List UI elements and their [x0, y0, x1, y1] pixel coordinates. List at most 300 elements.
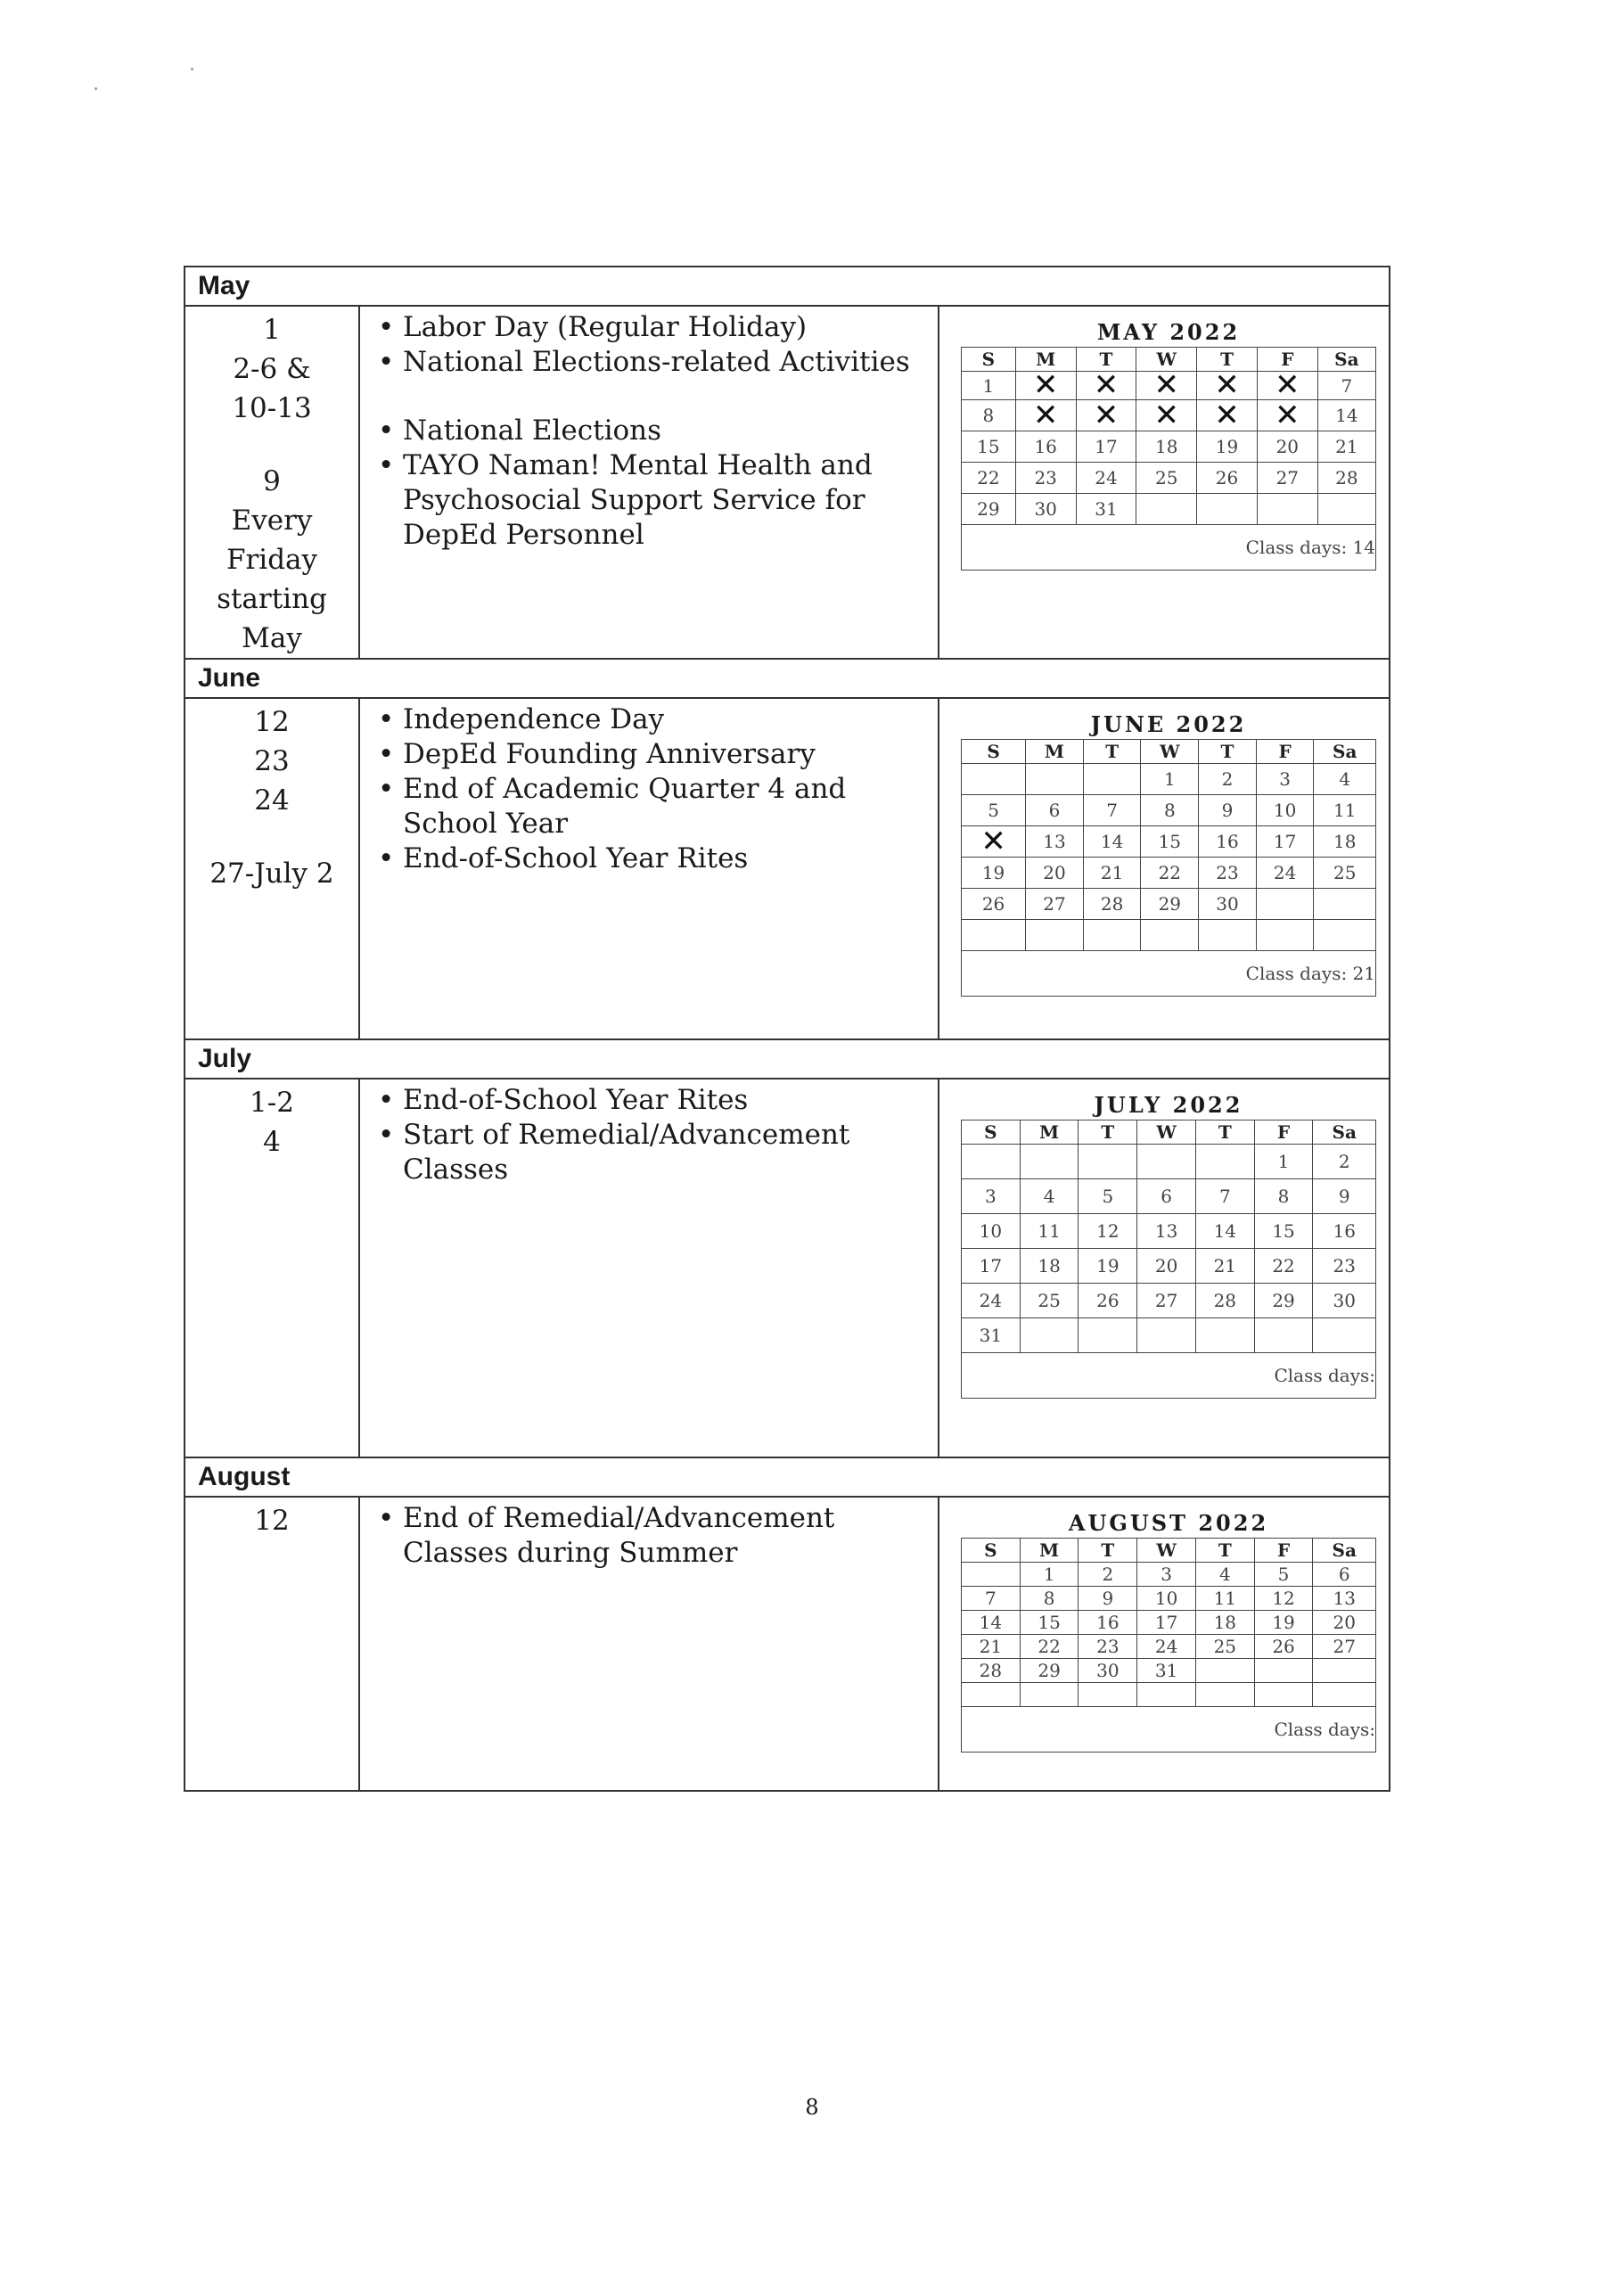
dates-cell — [185, 306, 359, 659]
dates-cell — [185, 1079, 359, 1457]
cross-mark-icon: ✕ — [980, 823, 1006, 859]
calendar-week-row — [962, 400, 1376, 431]
mini-calendar-cell — [939, 1497, 1390, 1791]
calendar-week-row — [962, 826, 1376, 858]
calendar-day: 19 — [962, 858, 1026, 889]
calendar-day — [1137, 1683, 1196, 1707]
calendar-day — [1195, 1659, 1254, 1683]
calendar-week-row — [962, 372, 1376, 400]
calendar-day — [1197, 494, 1258, 525]
calendar-day: 26 — [1197, 463, 1258, 494]
activity-item: • TAYO Naman! Mental Health and Psychosocial Support Service for DepEd Personnel — [371, 448, 929, 553]
cross-mark-icon: ✕ — [1214, 397, 1240, 433]
calendar-day: 28 — [1083, 889, 1141, 920]
month-header-row — [185, 659, 1390, 698]
class-days-count: Class days: 14 — [962, 525, 1376, 570]
weekday-header: S — [962, 1539, 1021, 1563]
activity-item: • National Elections — [371, 414, 929, 448]
calendar-day: 30 — [1015, 494, 1076, 525]
calendar-day: 13 — [1026, 826, 1084, 858]
calendar-day: 26 — [1254, 1635, 1313, 1659]
calendar-day: 1 — [962, 372, 1016, 400]
weekday-header: T — [1083, 740, 1141, 764]
activities-cell — [359, 306, 939, 659]
calendar-day — [1083, 764, 1141, 795]
calendar-day — [1313, 1683, 1376, 1707]
no-class-day-cross — [1197, 367, 1258, 403]
calendar-week-row — [962, 463, 1376, 494]
calendar-day: 27 — [1257, 463, 1317, 494]
dates-cell — [185, 1497, 359, 1791]
calendar-day — [1195, 1145, 1254, 1179]
weekday-header: W — [1136, 348, 1197, 372]
calendar-title: JULY 2022 — [1094, 1092, 1243, 1118]
calendar-day — [1254, 1659, 1313, 1683]
calendar-day: 31 — [962, 1318, 1021, 1353]
class-days-row — [962, 525, 1376, 570]
date-line: 10-13 — [232, 392, 312, 424]
calendar-day — [1079, 1683, 1137, 1707]
date-line — [185, 820, 358, 854]
weekday-header: T — [1079, 1120, 1137, 1145]
calendar-day: 24 — [1256, 858, 1314, 889]
date-line: 23 — [254, 745, 290, 777]
activity-item: • National Elections-related Activities — [371, 345, 929, 380]
month-header-row — [185, 267, 1390, 306]
calendar-day — [1136, 494, 1197, 525]
calendar-day: 26 — [1079, 1284, 1137, 1318]
calendar-day: 10 — [1256, 795, 1314, 826]
date-line: 2-6 & — [233, 353, 311, 385]
calendar-day: 17 — [1076, 431, 1136, 463]
calendar-title: AUGUST 2022 — [1068, 1510, 1269, 1536]
cross-mark-icon: ✕ — [1153, 397, 1179, 433]
activities-cell — [359, 698, 939, 1039]
calendar-week-row — [962, 431, 1376, 463]
calendar-day — [1020, 1683, 1079, 1707]
calendar-day: 23 — [1015, 463, 1076, 494]
activity-item: • Independence Day — [371, 702, 929, 737]
calendar-day: 24 — [962, 1284, 1021, 1318]
date-line: 24 — [254, 784, 290, 817]
calendar-day: 27 — [1313, 1635, 1376, 1659]
weekday-header: Sa — [1317, 348, 1375, 372]
calendar-day: 13 — [1137, 1214, 1196, 1249]
no-class-day-cross — [1015, 397, 1076, 433]
no-class-day-cross — [962, 823, 1026, 859]
calendar-day — [1199, 920, 1257, 951]
calendar-day: 13 — [1313, 1587, 1376, 1611]
calendar-week-row — [962, 1249, 1376, 1284]
calendar-day: 19 — [1197, 431, 1258, 463]
calendar-day: 30 — [1079, 1659, 1137, 1683]
weekday-header: M — [1026, 740, 1084, 764]
class-days-row — [962, 1353, 1376, 1399]
calendar-day: 22 — [1020, 1635, 1079, 1659]
month-calendar-grid — [961, 1120, 1376, 1399]
month-calendar-grid — [961, 347, 1376, 570]
calendar-day: 14 — [1195, 1214, 1254, 1249]
calendar-day: 16 — [1079, 1611, 1137, 1635]
calendar-day: 25 — [1314, 858, 1376, 889]
calendar-day: 21 — [962, 1635, 1021, 1659]
calendar-day: 17 — [1137, 1611, 1196, 1635]
calendar-day: 29 — [1141, 889, 1199, 920]
no-class-day-cross — [1257, 367, 1317, 403]
calendar-day: 15 — [1020, 1611, 1079, 1635]
date-line: 12 — [254, 1505, 290, 1537]
cross-mark-icon: ✕ — [1032, 397, 1059, 433]
cross-mark-icon: ✕ — [1093, 397, 1120, 433]
calendar-day: 1 — [1020, 1563, 1079, 1587]
calendar-day: 21 — [1083, 858, 1141, 889]
calendar-day: 10 — [1137, 1587, 1196, 1611]
calendar-day: 28 — [1195, 1284, 1254, 1318]
calendar-day — [962, 920, 1026, 951]
activity-list — [371, 702, 929, 876]
weekday-header: M — [1020, 1120, 1079, 1145]
date-line: 9 — [263, 465, 281, 497]
calendar-day: 4 — [1020, 1179, 1079, 1214]
calendar-day — [1313, 1318, 1376, 1353]
calendar-day: 19 — [1254, 1611, 1313, 1635]
weekday-header: T — [1079, 1539, 1137, 1563]
weekday-header: T — [1197, 348, 1258, 372]
calendar-day: 5 — [1254, 1563, 1313, 1587]
calendar-day: 3 — [1256, 764, 1314, 795]
calendar-day: 23 — [1313, 1249, 1376, 1284]
cross-mark-icon: ✕ — [1214, 367, 1240, 403]
month-content-row — [185, 1497, 1390, 1791]
calendar-day: 8 — [1141, 795, 1199, 826]
calendar-week-row — [962, 1587, 1376, 1611]
date-line: Every — [231, 505, 313, 537]
class-days-count: Class days: 21 — [962, 951, 1376, 997]
weekday-header: S — [962, 1120, 1021, 1145]
calendar-day: 9 — [1313, 1179, 1376, 1214]
month-heading: May — [185, 267, 1390, 306]
calendar-day: 5 — [962, 795, 1026, 826]
weekday-header: T — [1199, 740, 1257, 764]
weekday-header: F — [1256, 740, 1314, 764]
calendar-day: 2 — [1313, 1145, 1376, 1179]
calendar-day — [1314, 920, 1376, 951]
calendar-day — [1254, 1683, 1313, 1707]
activity-list — [371, 310, 929, 553]
calendar-week-row — [962, 764, 1376, 795]
calendar-day — [1256, 889, 1314, 920]
calendar-day: 11 — [1314, 795, 1376, 826]
weekday-header: Sa — [1314, 740, 1376, 764]
calendar-day: 22 — [962, 463, 1016, 494]
calendar-day: 2 — [1199, 764, 1257, 795]
calendar-week-row — [962, 1318, 1376, 1353]
calendar-day: 7 — [1317, 372, 1375, 400]
month-heading: June — [185, 659, 1390, 698]
calendar-day: 17 — [962, 1249, 1021, 1284]
calendar-day: 20 — [1313, 1611, 1376, 1635]
calendar-week-row — [962, 858, 1376, 889]
calendar-day: 5 — [1079, 1179, 1137, 1214]
activity-item: • End-of-School Year Rites — [371, 841, 929, 876]
activity-item: • End-of-School Year Rites — [371, 1083, 929, 1118]
no-class-day-cross — [1136, 367, 1197, 403]
activity-item: • Labor Day (Regular Holiday) — [371, 310, 929, 345]
calendar-day — [1026, 764, 1084, 795]
calendar-day: 18 — [1136, 431, 1197, 463]
activity-item: • End of Academic Quarter 4 and School Year — [371, 772, 929, 841]
month-calendar-grid — [961, 739, 1376, 997]
calendar-day: 27 — [1026, 889, 1084, 920]
class-days-count: Class days: — [962, 1707, 1376, 1753]
month-content-row — [185, 1079, 1390, 1457]
calendar-day — [1079, 1145, 1137, 1179]
weekday-header: Sa — [1313, 1120, 1376, 1145]
cross-mark-icon: ✕ — [1275, 367, 1300, 403]
calendar-day: 15 — [1141, 826, 1199, 858]
month-header-row — [185, 1457, 1390, 1497]
date-line: Friday — [226, 544, 318, 576]
calendar-day — [1195, 1683, 1254, 1707]
calendar-day: 31 — [1137, 1659, 1196, 1683]
calendar-day — [1026, 920, 1084, 951]
calendar-day: 20 — [1026, 858, 1084, 889]
calendar-day — [962, 1145, 1021, 1179]
calendar-day: 17 — [1256, 826, 1314, 858]
calendar-day: 28 — [1317, 463, 1375, 494]
no-class-day-cross — [1197, 397, 1258, 433]
calendar-title: JUNE 2022 — [1090, 711, 1247, 737]
calendar-week-row — [962, 1563, 1376, 1587]
calendar-day — [1020, 1318, 1079, 1353]
no-class-day-cross — [1136, 397, 1197, 433]
calendar-day: 7 — [962, 1587, 1021, 1611]
calendar-day: 16 — [1313, 1214, 1376, 1249]
calendar-day: 11 — [1020, 1214, 1079, 1249]
calendar-day: 12 — [1254, 1587, 1313, 1611]
activities-cell — [359, 1497, 939, 1791]
calendar-day: 6 — [1026, 795, 1084, 826]
calendar-day: 8 — [962, 400, 1016, 431]
calendar-day: 24 — [1137, 1635, 1196, 1659]
calendar-week-row — [962, 1145, 1376, 1179]
calendar-day — [1317, 494, 1375, 525]
weekday-header: T — [1076, 348, 1136, 372]
calendar-day: 30 — [1199, 889, 1257, 920]
weekday-header: W — [1141, 740, 1199, 764]
activity-list — [371, 1501, 929, 1571]
calendar-day: 24 — [1076, 463, 1136, 494]
date-line: May — [242, 622, 302, 654]
date-line: starting — [217, 583, 327, 615]
calendar-week-row — [962, 1284, 1376, 1318]
calendar-day: 21 — [1317, 431, 1375, 463]
calendar-day: 23 — [1199, 858, 1257, 889]
calendar-day: 1 — [1254, 1145, 1313, 1179]
weekday-header: F — [1254, 1539, 1313, 1563]
calendar-day: 14 — [1317, 400, 1375, 431]
calendar-day: 26 — [962, 889, 1026, 920]
calendar-day: 10 — [962, 1214, 1021, 1249]
calendar-week-row — [962, 1683, 1376, 1707]
calendar-day: 6 — [1137, 1179, 1196, 1214]
calendar-day: 20 — [1137, 1249, 1196, 1284]
weekday-header: Sa — [1313, 1539, 1376, 1563]
mini-calendar-cell — [939, 698, 1390, 1039]
calendar-day: 29 — [1020, 1659, 1079, 1683]
weekday-header: M — [1015, 348, 1076, 372]
calendar-day: 9 — [1199, 795, 1257, 826]
calendar-title: MAY 2022 — [1096, 319, 1241, 345]
month-calendar-grid — [961, 1538, 1376, 1753]
calendar-day: 1 — [1141, 764, 1199, 795]
no-class-day-cross — [1257, 397, 1317, 433]
calendar-day: 30 — [1313, 1284, 1376, 1318]
class-days-row — [962, 1707, 1376, 1753]
no-class-day-cross — [1015, 367, 1076, 403]
calendar-day — [1141, 920, 1199, 951]
calendar-day: 15 — [1254, 1214, 1313, 1249]
calendar-day: 9 — [1079, 1587, 1137, 1611]
month-content-row — [185, 698, 1390, 1039]
mini-calendar-cell — [939, 1079, 1390, 1457]
page-number: 8 — [805, 2095, 819, 2120]
calendar-day — [1079, 1318, 1137, 1353]
calendar-day: 29 — [962, 494, 1016, 525]
calendar-day — [1254, 1318, 1313, 1353]
weekday-header: W — [1137, 1539, 1196, 1563]
calendar-week-row — [962, 494, 1376, 525]
calendar-week-row — [962, 795, 1376, 826]
calendar-day: 6 — [1313, 1563, 1376, 1587]
calendar-day: 11 — [1195, 1587, 1254, 1611]
date-line: 1-2 — [250, 1087, 294, 1119]
calendar-day: 3 — [962, 1179, 1021, 1214]
calendar-day: 25 — [1020, 1284, 1079, 1318]
calendar-day — [1083, 920, 1141, 951]
calendar-day — [1313, 1659, 1376, 1683]
weekday-header: S — [962, 740, 1026, 764]
calendar-day: 19 — [1079, 1249, 1137, 1284]
month-heading: July — [185, 1039, 1390, 1079]
cross-mark-icon: ✕ — [1032, 367, 1059, 403]
weekday-header: T — [1195, 1539, 1254, 1563]
class-days-count: Class days: — [962, 1353, 1376, 1399]
weekday-header-row — [962, 1539, 1376, 1563]
calendar-week-row — [962, 889, 1376, 920]
calendar-day: 8 — [1254, 1179, 1313, 1214]
calendar-day: 27 — [1137, 1284, 1196, 1318]
cross-mark-icon: ✕ — [1093, 367, 1120, 403]
calendar-day: 25 — [1195, 1635, 1254, 1659]
calendar-day: 23 — [1079, 1635, 1137, 1659]
activity-item: • Start of Remedial/Advancement Classes — [371, 1118, 929, 1187]
weekday-header: W — [1137, 1120, 1196, 1145]
calendar-day — [1137, 1318, 1196, 1353]
month-heading: August — [185, 1457, 1390, 1497]
calendar-day: 14 — [1083, 826, 1141, 858]
calendar-day — [1137, 1145, 1196, 1179]
calendar-day: 7 — [1083, 795, 1141, 826]
calendar-day — [962, 1563, 1021, 1587]
calendar-day: 4 — [1314, 764, 1376, 795]
weekday-header-row — [962, 1120, 1376, 1145]
calendar-day: 31 — [1076, 494, 1136, 525]
calendar-day: 18 — [1314, 826, 1376, 858]
weekday-header-row — [962, 740, 1376, 764]
date-line — [185, 428, 358, 462]
calendar-day — [962, 1683, 1021, 1707]
calendar-day: 29 — [1254, 1284, 1313, 1318]
activity-list — [371, 1083, 929, 1187]
class-days-row — [962, 951, 1376, 997]
month-content-row — [185, 306, 1390, 659]
calendar-day: 3 — [1137, 1563, 1196, 1587]
weekday-header: F — [1257, 348, 1317, 372]
dates-cell — [185, 698, 359, 1039]
weekday-header: F — [1254, 1120, 1313, 1145]
calendar-week-row — [962, 1659, 1376, 1683]
calendar-day: 21 — [1195, 1249, 1254, 1284]
activities-cell — [359, 1079, 939, 1457]
calendar-day: 7 — [1195, 1179, 1254, 1214]
calendar-day: 16 — [1199, 826, 1257, 858]
date-line: 27-July 2 — [209, 858, 334, 890]
calendar-day: 8 — [1020, 1587, 1079, 1611]
cross-mark-icon: ✕ — [1153, 367, 1179, 403]
calendar-day — [1256, 920, 1314, 951]
calendar-day — [1020, 1145, 1079, 1179]
activity-item: • DepEd Founding Anniversary — [371, 737, 929, 772]
calendar-day: 12 — [1079, 1214, 1137, 1249]
calendar-day: 4 — [1195, 1563, 1254, 1587]
no-class-day-cross — [1076, 397, 1136, 433]
calendar-day: 22 — [1254, 1249, 1313, 1284]
calendar-day: 16 — [1015, 431, 1076, 463]
calendar-week-row — [962, 1635, 1376, 1659]
month-header-row — [185, 1039, 1390, 1079]
activity-gap — [371, 380, 929, 414]
calendar-week-row — [962, 1611, 1376, 1635]
weekday-header: S — [962, 348, 1016, 372]
calendar-day — [1257, 494, 1317, 525]
calendar-day — [1195, 1318, 1254, 1353]
weekday-header: T — [1195, 1120, 1254, 1145]
activity-item: • End of Remedial/Advancement Classes during Summer — [371, 1501, 929, 1571]
calendar-day: 18 — [1020, 1249, 1079, 1284]
calendar-day: 14 — [962, 1611, 1021, 1635]
calendar-day — [962, 764, 1026, 795]
weekday-header: M — [1020, 1539, 1079, 1563]
no-class-day-cross — [1076, 367, 1136, 403]
school-calendar-table — [184, 266, 1390, 1792]
calendar-week-row — [962, 1179, 1376, 1214]
date-line: 1 — [263, 314, 281, 346]
calendar-week-row — [962, 920, 1376, 951]
calendar-day: 20 — [1257, 431, 1317, 463]
scan-speck — [191, 68, 193, 70]
scan-speck — [94, 87, 97, 90]
date-line: 4 — [263, 1126, 281, 1158]
calendar-day: 28 — [962, 1659, 1021, 1683]
calendar-day: 22 — [1141, 858, 1199, 889]
calendar-day: 25 — [1136, 463, 1197, 494]
mini-calendar-cell — [939, 306, 1390, 659]
cross-mark-icon: ✕ — [1275, 397, 1300, 433]
date-line: 12 — [254, 706, 290, 738]
calendar-day: 15 — [962, 431, 1016, 463]
calendar-day — [1314, 889, 1376, 920]
